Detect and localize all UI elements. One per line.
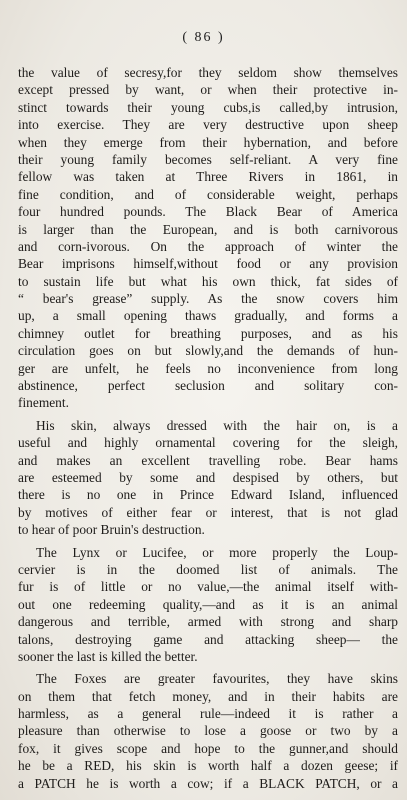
text-line: on them that fetch money, and in their habits are — [18, 688, 398, 704]
page-number: ( 86 ) — [182, 30, 225, 45]
text-line: are esteemed by some and despised by others, but — [18, 469, 398, 485]
text-line: by motives of either fear or interest, that is not glad — [18, 504, 398, 520]
text-line: except pressed by want, or when their protective in- — [18, 82, 398, 98]
text-line: and corn-ivorous. On the approach of winter the — [18, 238, 398, 254]
text-line: to hear of poor Bruin's destruction. — [18, 522, 205, 538]
text-line: to sustain life but what his own thick, fat sides of — [18, 273, 398, 289]
text-line: is larger than the European, and is both carnivorous — [18, 221, 398, 237]
text-line: up, a small opening thaws gradually, and forms a — [18, 308, 398, 324]
text-line: fur is of little or no value,—the animal itself with- — [18, 579, 398, 595]
text-line: into exercise. They are very destructive upon sheep — [18, 117, 398, 133]
text-line: there is no one in Prince Edward Island, influenced — [18, 487, 398, 503]
text-line: “ bear's grease” supply. As the snow covers him — [18, 291, 398, 307]
text-line: fine condition, and of considerable weight, perhaps — [18, 186, 398, 202]
text-line: cervier is in the doomed list of animals. The — [18, 561, 398, 577]
text-line: harmless, as a general rule—indeed it is rather a — [18, 706, 398, 722]
text-line: dangerous and terrible, armed with strong and sharp — [18, 614, 398, 630]
text-line: sooner the last is killed the better. — [18, 648, 198, 664]
text-line: useful and highly ornamental covering for the sleigh, — [18, 435, 398, 451]
text-line: fellow was taken at Three Rivers in 1861, in — [18, 169, 398, 185]
paragraph — [18, 544, 398, 666]
text-line: His skin, always dressed with the hair on, is a — [36, 417, 398, 433]
text-line: stinct towards their young cubs,is called,by intrusion, — [18, 99, 398, 115]
text-line: when they emerge from their hybernation, and before — [18, 134, 398, 150]
text-line: a PATCH he is worth a cow; if a BLACK PATCH, or a — [18, 775, 398, 791]
text-line: talons, destroying game and attacking sheep— the — [18, 631, 398, 647]
text-line: The Foxes are greater favourites, they have skins — [36, 671, 398, 687]
paragraph — [18, 417, 398, 539]
text-line: Bear imprisons himself,without food or any provision — [18, 256, 398, 272]
text-line: he be a RED, his skin is worth half a dozen geese; if — [18, 758, 398, 774]
text-line: ger are unfelt, he feels no inconvenience from long — [18, 360, 398, 376]
text-line: their young family becomes self-reliant. A very fine — [18, 151, 398, 167]
text-line: the value of secresy,for they seldom show themselves — [18, 65, 398, 80]
text-line: chimney outlet for breathing purposes, and as his — [18, 325, 398, 341]
text-line: fox, it gives scope and hope to the gunner,and should — [18, 740, 398, 756]
text-line: out one redeeming quality,—and as it is an animal — [18, 596, 398, 612]
text-line: circulation goes on but slowly,and the demands of hun- — [18, 343, 398, 359]
body-text — [18, 64, 398, 797]
paragraph — [18, 670, 398, 792]
text-line: abstinence, perfect seclusion and solitary con- — [18, 378, 398, 394]
text-line: four hundred pounds. The Black Bear of America — [18, 204, 398, 220]
text-line: The Lynx or Lucifee, or more properly the Loup- — [36, 544, 398, 560]
text-line: finement. — [18, 395, 69, 411]
text-line: and makes an excellent travelling robe. Bear hams — [18, 452, 398, 468]
paragraph — [18, 64, 398, 412]
text-line: pleasure than otherwise to lose a goose or two by a — [18, 723, 398, 739]
